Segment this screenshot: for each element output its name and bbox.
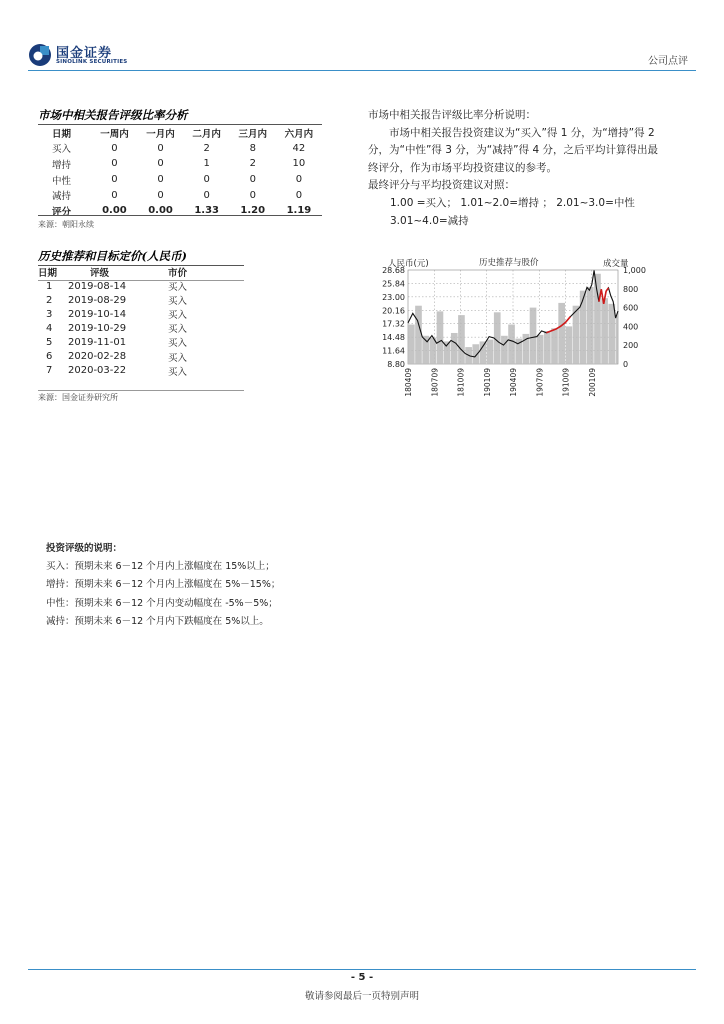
rating-definitions-title: 投资评级的说明：: [46, 543, 123, 554]
chart-right-tick-label: 0: [623, 360, 629, 369]
table-cell: 0.00: [102, 205, 127, 217]
chart-right-tick-label: 800: [623, 284, 639, 294]
rating-definition-item: 买入：预期未来 6－12 个月内上涨幅度在 15%以上；: [46, 561, 275, 573]
col-header: 六月内: [284, 128, 314, 140]
chart-x-tick-label: 180409: [404, 368, 413, 397]
rating-definition-item: 中性：预期未来 6－12 个月内变动幅度在 -5%－5%；: [46, 597, 278, 609]
chart-volume-bar: [608, 304, 615, 364]
chart-volume-bar: [408, 325, 415, 364]
row-label: 买入: [52, 144, 72, 156]
history-table: [38, 265, 244, 378]
history-table-title: 历史推荐和目标定价(人民币): [38, 249, 187, 263]
col-header: 三月内: [238, 128, 268, 140]
chart-volume-bar: [601, 298, 608, 364]
chart-volume-bar: [616, 315, 618, 364]
company-logo: [28, 41, 138, 71]
page-number: - 5 -: [350, 972, 374, 983]
chart-volume-bar: [494, 312, 501, 364]
row-rating: 买入: [168, 296, 188, 308]
explanation-mapping-line: 3.01~4.0=减持: [390, 214, 469, 227]
chart-volume-bars: [408, 274, 618, 364]
chart-volume-bar: [587, 287, 594, 364]
table-cell: 0: [203, 174, 210, 186]
chart-volume-bar: [580, 291, 587, 364]
row-number: 4: [46, 322, 53, 334]
col-header: 评级: [90, 268, 110, 279]
table-cell: 0: [157, 142, 164, 154]
table-cell: 8: [249, 142, 256, 154]
row-rating: 买入: [168, 338, 188, 350]
footer-disclaimer: 敬请参阅最后一页特别声明: [304, 991, 419, 1002]
table-row: [38, 141, 322, 157]
footer-divider: [28, 969, 696, 970]
chart-right-tick-label: 600: [623, 303, 639, 313]
row-number: 7: [46, 365, 53, 377]
row-rating: 买入: [168, 352, 188, 364]
table-cell: 1: [203, 158, 210, 170]
row-rating: 买入: [168, 282, 188, 294]
chart-left-tick-label: 8.80: [387, 360, 405, 369]
chart-left-tick-label: 25.84: [382, 279, 405, 289]
chart-left-tick-label: 14.48: [382, 333, 405, 343]
table-row: [38, 321, 244, 335]
chart-volume-bar: [472, 344, 479, 364]
rating-definition-item: 减持：预期未来 6－12 个月内下跌幅度在 5%以上。: [46, 615, 269, 627]
history-table-header-rule: [38, 280, 244, 281]
table-row: [38, 293, 244, 307]
chart-volume-bar: [487, 340, 494, 364]
table-cell: 42: [292, 142, 306, 154]
col-header: 日期: [52, 128, 72, 140]
row-label: 减持: [52, 191, 72, 203]
table-row: [38, 335, 244, 349]
price-history-chart: [370, 256, 670, 406]
row-number: 1: [46, 280, 53, 292]
explanation-paragraph: 市场中相关报告投资建议为“买入”得 1 分，为“增持”得 2 分，为“中性”得 3 分，为“减持”得 4 分，之后平均计算得出最终评分，作为市场平均投资建议的参考。: [368, 126, 658, 174]
chart-left-ticks: [382, 266, 405, 369]
table-header-row: [38, 265, 244, 279]
col-header: 一周内: [100, 128, 129, 140]
row-label: 评分: [52, 206, 72, 218]
chart-x-tick-label: 180709: [430, 368, 440, 397]
table-cell: 0: [203, 189, 210, 201]
col-header: 一月内: [146, 128, 175, 140]
chart-left-axis-label: 人民币(元): [388, 259, 429, 269]
table-cell: 0: [157, 158, 164, 170]
table-cell: 10: [292, 158, 306, 170]
logo-mark-icon: [28, 43, 52, 67]
table-cell: 2: [249, 158, 256, 170]
table-cell: 0.00: [148, 205, 173, 217]
table-cell: 0: [157, 174, 164, 186]
chart-x-ticks: [404, 368, 597, 397]
row-date: 2019-08-14: [68, 280, 127, 292]
table-cell: 0: [111, 174, 118, 186]
table-row: [38, 156, 322, 172]
chart-right-tick-label: 1,000: [623, 266, 646, 275]
chart-x-tick-label: 190709: [535, 368, 545, 397]
chart-volume-bar: [451, 333, 458, 364]
chart-volume-bar: [530, 308, 537, 364]
row-number: 2: [46, 294, 53, 306]
row-date: 2019-11-01: [68, 336, 127, 348]
chart-volume-bar: [508, 325, 515, 364]
chart-x-tick-label: 191009: [561, 368, 571, 397]
chart-right-ticks: [623, 266, 646, 369]
explanation-mapping-line: 1.00 =买入； 1.01~2.0=增持 ； 2.01~3.0=中性: [390, 196, 635, 209]
chart-volume-bar: [480, 341, 487, 364]
rating-ratio-table: [38, 125, 322, 219]
chart-x-tick-label: 181009: [456, 368, 466, 397]
chart-volume-bar: [573, 306, 580, 364]
chart-volume-bar: [458, 315, 465, 364]
table-cell: 2: [203, 142, 210, 154]
table-row: [38, 172, 322, 188]
row-rating: 买入: [168, 366, 188, 378]
row-rating: 买入: [168, 324, 188, 336]
logo-text-en: SINOLINK SECURITIES: [56, 59, 128, 65]
chart-volume-bar: [537, 335, 544, 364]
col-header: 日期: [38, 268, 58, 279]
row-rating: 买入: [168, 310, 188, 322]
table-row: [38, 187, 322, 203]
chart-left-tick-label: 28.68: [382, 266, 405, 275]
rating-explanation: [368, 107, 668, 230]
table-row: [38, 279, 244, 293]
document-type: 公司点评: [648, 56, 688, 67]
chart-x-tick-label: 200109: [587, 368, 597, 397]
chart-right-tick-label: 400: [623, 322, 639, 332]
chart-left-tick-label: 17.32: [382, 319, 405, 329]
table-cell: 0: [295, 189, 303, 201]
rating-table-bottom-rule: [38, 215, 322, 216]
table-cell: 1.20: [240, 205, 266, 217]
row-number: 6: [46, 351, 53, 363]
history-table-source: 来源：国金证券研究所: [38, 393, 118, 402]
logo-text-cn: 国金证券: [56, 46, 113, 61]
table-cell: 0: [111, 142, 118, 154]
chart-volume-bar: [594, 274, 601, 364]
chart-volume-bar: [551, 328, 558, 364]
score-row: [38, 203, 322, 219]
chart-volume-bar: [501, 336, 508, 364]
rating-definition-item: 增持：预期未来 6－12 个月内上涨幅度在 5%－15%；: [46, 579, 281, 591]
table-cell: 0: [249, 189, 256, 201]
row-label: 增持: [52, 159, 72, 171]
row-number: 3: [46, 308, 53, 320]
table-cell: 0: [295, 174, 303, 186]
table-header-row: [38, 125, 322, 141]
chart-title: 历史推荐与股价: [479, 258, 539, 268]
chart-volume-bar: [415, 306, 422, 364]
table-row: [38, 349, 244, 363]
chart-x-tick-label: 190109: [482, 368, 492, 397]
chart-volume-bar: [566, 326, 573, 364]
explanation-title: 市场中相关报告评级比率分析说明：: [368, 109, 536, 121]
rating-table-title: 市场中相关报告评级比率分析: [38, 108, 188, 122]
row-date: 2019-08-29: [68, 294, 127, 306]
explanation-mapping-title: 最终评分与平均投资建议对照：: [368, 179, 515, 192]
history-table-bottom-rule: [38, 390, 244, 391]
chart-x-tick-label: 190409: [509, 368, 518, 397]
chart-right-tick-label: 200: [623, 341, 639, 351]
table-cell: 0: [111, 189, 118, 201]
row-date: 2020-03-22: [68, 365, 127, 377]
row-label: 中性: [52, 175, 72, 187]
row-date: 2020-02-28: [68, 351, 127, 363]
rating-table-source: 来源：朝阳永续: [38, 220, 94, 229]
table-cell: 0: [249, 174, 256, 186]
table-cell: 1.33: [194, 205, 219, 217]
rating-definitions: [46, 540, 280, 631]
chart-volume-bar: [544, 331, 551, 364]
row-date: 2019-10-29: [68, 322, 127, 334]
col-header: 二月内: [192, 128, 221, 140]
table-cell: 0: [157, 189, 164, 201]
chart-left-tick-label: 11.64: [382, 346, 405, 356]
header-divider: [28, 70, 696, 71]
chart-left-tick-label: 23.00: [382, 292, 405, 302]
table-cell: 0: [111, 158, 118, 170]
table-row: [38, 364, 244, 378]
table-row: [38, 307, 244, 321]
col-header: 市价: [168, 268, 188, 279]
chart-left-tick-label: 20.16: [382, 306, 405, 316]
chart-right-axis-label: 成交量: [603, 259, 629, 269]
chart-volume-bar: [437, 311, 444, 364]
table-cell: 1.19: [286, 205, 312, 217]
row-date: 2019-10-14: [68, 308, 127, 320]
row-number: 5: [46, 336, 53, 348]
chart-volume-bar: [558, 303, 565, 364]
